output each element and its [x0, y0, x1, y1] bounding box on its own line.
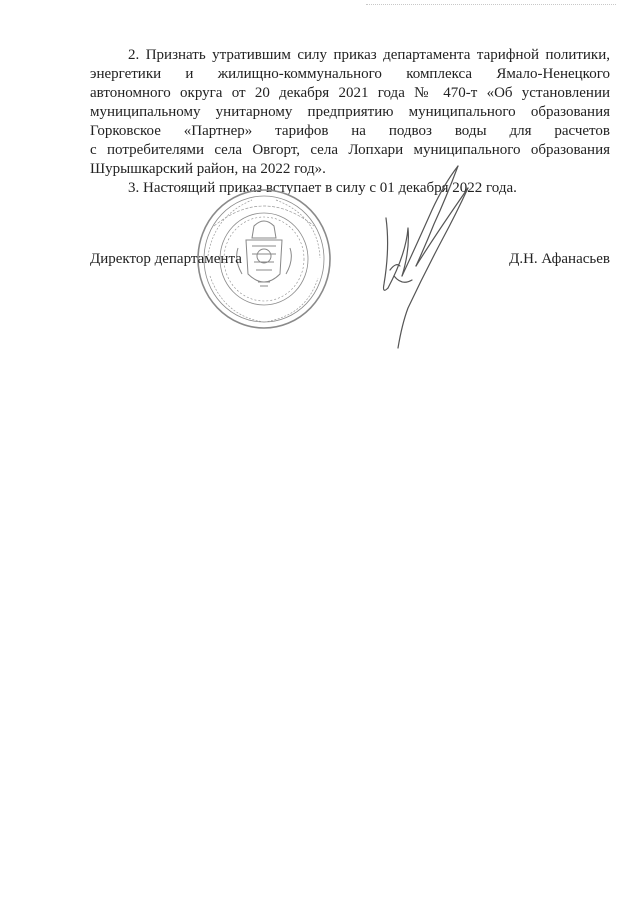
paragraph-2-line: с потребителями села Овгорт, села Лопхари муниципального образования — [90, 142, 610, 158]
paragraph-2-line: 2. Признать утратившим силу приказ департамента тарифной политики, — [128, 47, 610, 63]
paragraph-3: 3. Настоящий приказ вступает в силу с 01 декабря 2022 года. — [128, 180, 517, 196]
paragraph-2 — [90, 46, 610, 179]
document-body — [90, 46, 610, 198]
position-title: Директор департамента — [90, 251, 242, 267]
paragraph-2-line: автономного округа от 20 декабря 2021 года № 470-т «Об установлении — [90, 85, 610, 101]
paragraph-2-line: энергетики и жилищно-коммунального комплекса Ямало-Ненецкого — [90, 66, 610, 82]
paragraph-2-line: Горковское «Партнер» тарифов на подвоз воды для расчетов — [90, 123, 610, 139]
signer-name: Д.Н. Афанасьев — [509, 251, 610, 267]
paragraph-2-line: Шурышкарский район, на 2022 год». — [90, 161, 326, 177]
paragraph-2-line: муниципальному унитарному предприятию муниципального образования — [90, 104, 610, 120]
scan-margin-mark — [366, 4, 616, 7]
handwritten-signature-icon — [372, 158, 482, 358]
